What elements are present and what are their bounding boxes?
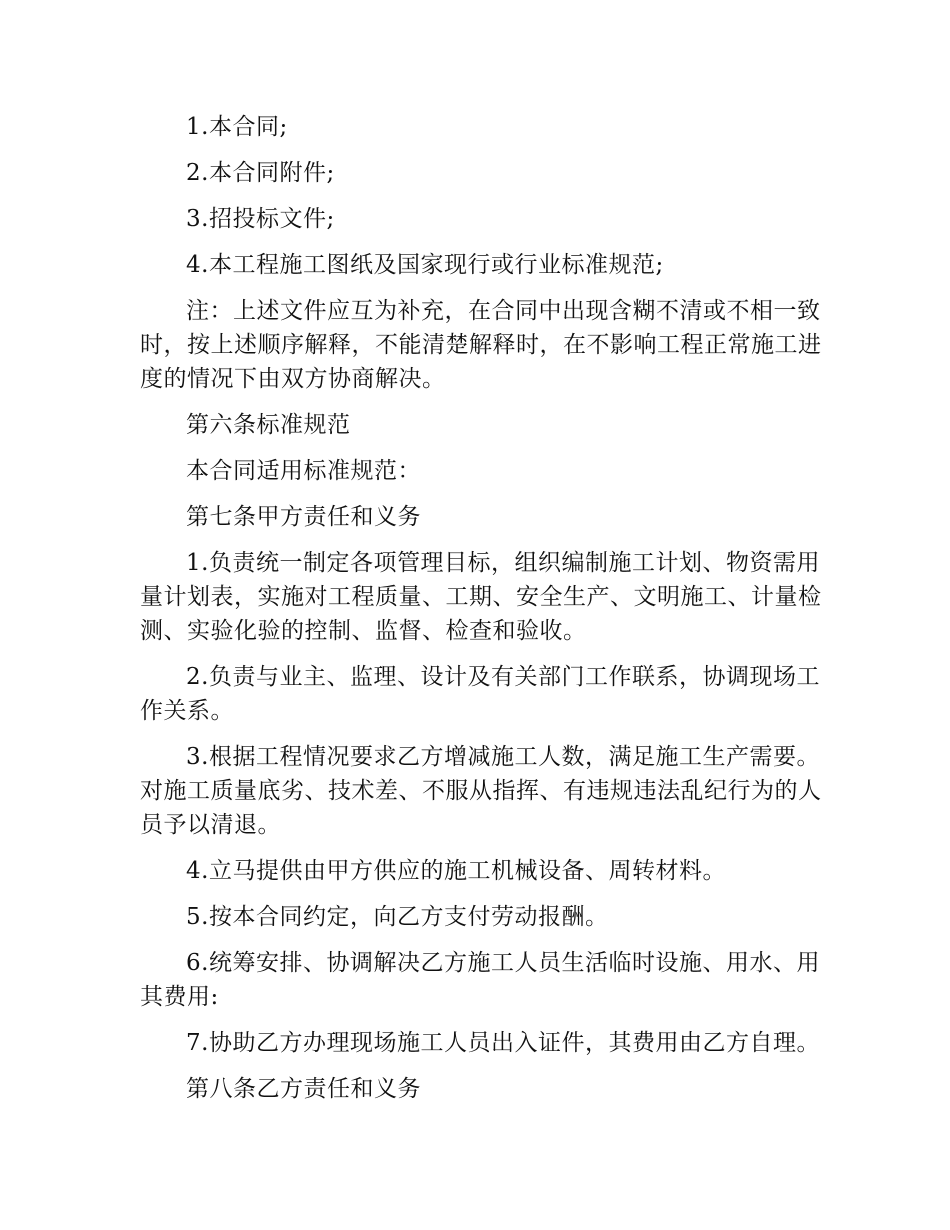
section-heading-article-6: 第六条标准规范 (186, 412, 351, 438)
article-7-item-7: 7.协助乙方办理现场施工人员出入证件，其费用由乙方自理。 (186, 1030, 820, 1056)
article-7-item-2: 2.负责与业主、监理、设计及有关部门工作联系，协调现场工作关系。 (140, 664, 820, 724)
document-body (140, 110, 840, 1118)
standards-paragraph: 本合同适用标准规范： (186, 458, 421, 484)
paragraph-item-1: 1.本合同; (186, 114, 288, 140)
paragraph-item-2: 2.本合同附件; (186, 160, 335, 186)
article-7-item-4: 4.立马提供由甲方供应的施工机械设备、周转材料。 (186, 858, 726, 884)
article-7-item-6: 6.统筹安排、协调解决乙方施工人员生活临时设施、用水、用其费用: (140, 950, 820, 1010)
section-heading-article-8: 第八条乙方责任和义务 (186, 1076, 421, 1102)
note-paragraph: 注：上述文件应互为补充，在合同中出现含糊不清或不相一致时，按上述顺序解释，不能清楚解释时，在不影响工程正常施工进度的情况下由双方协商解决。 (140, 298, 822, 392)
article-7-item-1: 1.负责统一制定各项管理目标，组织编制施工计划、物资需用量计划表，实施对工程质量、工期、安全生产、文明施工、计量检测、实验化验的控制、监督、检查和验收。 (140, 550, 822, 644)
section-heading-article-7: 第七条甲方责任和义务 (186, 504, 421, 530)
article-7-item-3: 3.根据工程情况要求乙方增减施工人数，满足施工生产需要。对施工质量底劣、技术差、不服从指挥、有违规违法乱纪行为的人员予以清退。 (140, 744, 822, 838)
paragraph-item-4: 4.本工程施工图纸及国家现行或行业标准规范; (186, 252, 664, 278)
article-7-item-5: 5.按本合同约定，向乙方支付劳动报酬。 (186, 904, 609, 930)
paragraph-item-3: 3.招投标文件; (186, 206, 335, 232)
